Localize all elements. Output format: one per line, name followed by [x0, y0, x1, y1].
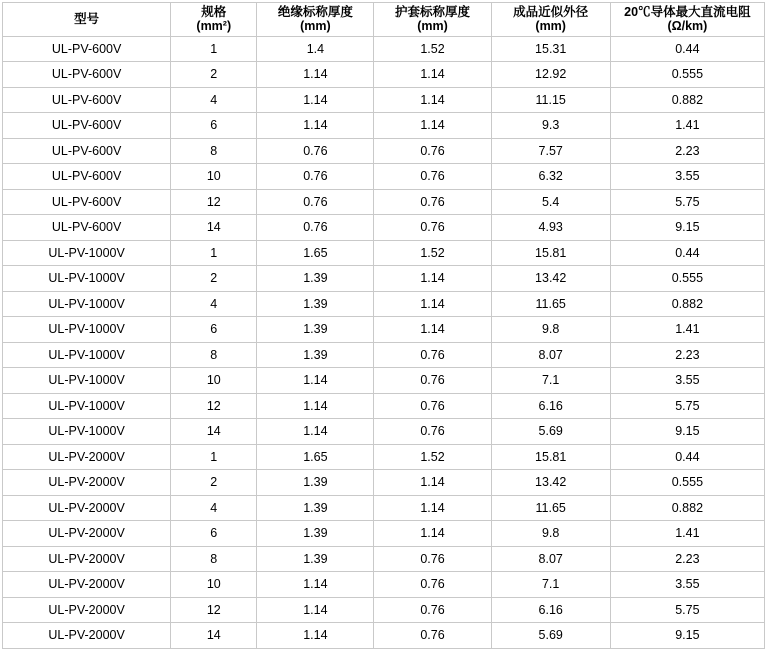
cell-insulation-thickness: 1.4	[257, 36, 374, 62]
table-row	[3, 240, 765, 266]
cell-size: 14	[171, 623, 257, 649]
table-row	[3, 444, 765, 470]
cell-insulation-thickness: 1.14	[257, 87, 374, 113]
cell-model: UL-PV-1000V	[3, 291, 171, 317]
cell-insulation-thickness: 1.39	[257, 342, 374, 368]
cell-sheath-thickness: 0.76	[374, 164, 491, 190]
cell-insulation-thickness: 1.14	[257, 113, 374, 139]
cell-sheath-thickness: 0.76	[374, 393, 491, 419]
cell-model: UL-PV-2000V	[3, 572, 171, 598]
column-header-outer-diameter-line1: 成品近似外径	[513, 5, 589, 19]
cell-dc-resistance: 0.882	[610, 495, 764, 521]
cell-model: UL-PV-600V	[3, 215, 171, 241]
cell-outer-diameter: 6.16	[491, 597, 610, 623]
column-header-size-line1: 规格	[201, 5, 227, 19]
cell-dc-resistance: 1.41	[610, 521, 764, 547]
cell-dc-resistance: 9.15	[610, 419, 764, 445]
column-header-insulation-thickness-line1: 绝缘标称厚度	[277, 5, 353, 19]
cell-dc-resistance: 0.555	[610, 62, 764, 88]
cell-insulation-thickness: 0.76	[257, 164, 374, 190]
cell-size: 8	[171, 138, 257, 164]
column-header-sheath-thickness	[374, 3, 491, 37]
cell-sheath-thickness: 0.76	[374, 189, 491, 215]
cable-specification-table	[2, 2, 765, 649]
cell-model: UL-PV-600V	[3, 36, 171, 62]
cell-outer-diameter: 13.42	[491, 266, 610, 292]
cell-outer-diameter: 8.07	[491, 546, 610, 572]
table-row	[3, 215, 765, 241]
column-header-size-line2: (mm²)	[196, 19, 232, 34]
cell-size: 6	[171, 113, 257, 139]
cell-outer-diameter: 11.65	[491, 495, 610, 521]
cell-dc-resistance: 0.44	[610, 240, 764, 266]
table-row	[3, 342, 765, 368]
cell-insulation-thickness: 0.76	[257, 138, 374, 164]
cell-insulation-thickness: 1.39	[257, 546, 374, 572]
cell-outer-diameter: 5.69	[491, 419, 610, 445]
cell-sheath-thickness: 0.76	[374, 623, 491, 649]
cell-dc-resistance: 3.55	[610, 164, 764, 190]
cell-outer-diameter: 9.8	[491, 317, 610, 343]
cell-model: UL-PV-1000V	[3, 317, 171, 343]
cell-size: 12	[171, 597, 257, 623]
cell-outer-diameter: 11.65	[491, 291, 610, 317]
table-row	[3, 113, 765, 139]
cell-size: 4	[171, 291, 257, 317]
column-header-insulation-thickness	[257, 3, 374, 37]
cell-model: UL-PV-2000V	[3, 623, 171, 649]
cell-outer-diameter: 6.32	[491, 164, 610, 190]
table-row	[3, 597, 765, 623]
cell-size: 10	[171, 572, 257, 598]
cell-insulation-thickness: 1.65	[257, 240, 374, 266]
cell-insulation-thickness: 0.76	[257, 189, 374, 215]
table-row	[3, 623, 765, 649]
cell-model: UL-PV-1000V	[3, 342, 171, 368]
cell-size: 2	[171, 62, 257, 88]
cell-outer-diameter: 5.4	[491, 189, 610, 215]
cell-size: 14	[171, 215, 257, 241]
cell-insulation-thickness: 1.39	[257, 291, 374, 317]
cell-sheath-thickness: 1.14	[374, 495, 491, 521]
cell-insulation-thickness: 1.14	[257, 597, 374, 623]
cell-outer-diameter: 6.16	[491, 393, 610, 419]
cell-sheath-thickness: 0.76	[374, 368, 491, 394]
cell-dc-resistance: 5.75	[610, 597, 764, 623]
table-row	[3, 495, 765, 521]
cell-sheath-thickness: 1.14	[374, 113, 491, 139]
cell-insulation-thickness: 1.39	[257, 495, 374, 521]
table-row	[3, 62, 765, 88]
table-row	[3, 470, 765, 496]
column-header-sheath-thickness-line1: 护套标称厚度	[395, 5, 471, 19]
cell-dc-resistance: 0.44	[610, 36, 764, 62]
cell-sheath-thickness: 1.14	[374, 521, 491, 547]
table-header-row	[3, 3, 765, 37]
cell-outer-diameter: 7.57	[491, 138, 610, 164]
cell-size: 1	[171, 36, 257, 62]
table-row	[3, 546, 765, 572]
table-header	[3, 3, 765, 37]
cell-outer-diameter: 11.15	[491, 87, 610, 113]
cell-sheath-thickness: 1.14	[374, 317, 491, 343]
cell-insulation-thickness: 1.14	[257, 62, 374, 88]
cell-sheath-thickness: 1.14	[374, 291, 491, 317]
cell-size: 8	[171, 342, 257, 368]
table-row	[3, 266, 765, 292]
cell-sheath-thickness: 1.52	[374, 444, 491, 470]
cell-sheath-thickness: 0.76	[374, 342, 491, 368]
cell-outer-diameter: 15.81	[491, 240, 610, 266]
cell-sheath-thickness: 1.14	[374, 87, 491, 113]
cell-dc-resistance: 5.75	[610, 393, 764, 419]
cell-sheath-thickness: 0.76	[374, 546, 491, 572]
cell-size: 10	[171, 368, 257, 394]
cell-model: UL-PV-2000V	[3, 495, 171, 521]
cell-outer-diameter: 4.93	[491, 215, 610, 241]
cell-dc-resistance: 2.23	[610, 342, 764, 368]
cell-outer-diameter: 8.07	[491, 342, 610, 368]
cell-dc-resistance: 0.882	[610, 291, 764, 317]
cell-sheath-thickness: 1.14	[374, 62, 491, 88]
table-row	[3, 572, 765, 598]
column-header-dc-resistance-line1: 20℃导体最大直流电阻	[624, 5, 751, 19]
cell-outer-diameter: 5.69	[491, 623, 610, 649]
cell-size: 12	[171, 393, 257, 419]
table-row	[3, 317, 765, 343]
cell-dc-resistance: 2.23	[610, 546, 764, 572]
cell-sheath-thickness: 0.76	[374, 419, 491, 445]
cell-model: UL-PV-600V	[3, 62, 171, 88]
cell-size: 6	[171, 521, 257, 547]
table-row	[3, 393, 765, 419]
cell-dc-resistance: 0.555	[610, 470, 764, 496]
cell-dc-resistance: 2.23	[610, 138, 764, 164]
column-header-insulation-thickness-line2: (mm)	[300, 19, 331, 34]
table-row	[3, 419, 765, 445]
cell-model: UL-PV-600V	[3, 164, 171, 190]
cell-dc-resistance: 1.41	[610, 113, 764, 139]
table-row	[3, 291, 765, 317]
cell-dc-resistance: 3.55	[610, 368, 764, 394]
cell-insulation-thickness: 1.39	[257, 470, 374, 496]
cell-sheath-thickness: 1.14	[374, 470, 491, 496]
table-row	[3, 189, 765, 215]
cell-insulation-thickness: 1.39	[257, 266, 374, 292]
table-row	[3, 368, 765, 394]
cell-insulation-thickness: 1.39	[257, 317, 374, 343]
cell-model: UL-PV-1000V	[3, 240, 171, 266]
cell-insulation-thickness: 0.76	[257, 215, 374, 241]
cell-dc-resistance: 0.882	[610, 87, 764, 113]
cell-model: UL-PV-600V	[3, 138, 171, 164]
cell-outer-diameter: 7.1	[491, 368, 610, 394]
column-header-model-line1: 型号	[74, 12, 100, 27]
cell-outer-diameter: 12.92	[491, 62, 610, 88]
cell-outer-diameter: 15.81	[491, 444, 610, 470]
cell-size: 14	[171, 419, 257, 445]
cell-model: UL-PV-600V	[3, 87, 171, 113]
column-header-size	[171, 3, 257, 37]
column-header-outer-diameter-line2: (mm)	[535, 19, 566, 34]
cell-model: UL-PV-2000V	[3, 470, 171, 496]
cell-sheath-thickness: 0.76	[374, 138, 491, 164]
table-row	[3, 521, 765, 547]
cell-model: UL-PV-2000V	[3, 521, 171, 547]
cell-size: 4	[171, 87, 257, 113]
cell-outer-diameter: 9.8	[491, 521, 610, 547]
cell-dc-resistance: 3.55	[610, 572, 764, 598]
cell-size: 2	[171, 266, 257, 292]
cell-insulation-thickness: 1.14	[257, 368, 374, 394]
cell-dc-resistance: 0.555	[610, 266, 764, 292]
cell-outer-diameter: 9.3	[491, 113, 610, 139]
cell-insulation-thickness: 1.14	[257, 419, 374, 445]
cell-size: 4	[171, 495, 257, 521]
cell-size: 12	[171, 189, 257, 215]
cell-outer-diameter: 7.1	[491, 572, 610, 598]
cell-sheath-thickness: 0.76	[374, 215, 491, 241]
cell-dc-resistance: 1.41	[610, 317, 764, 343]
cell-model: UL-PV-1000V	[3, 368, 171, 394]
table-body	[3, 36, 765, 648]
cell-model: UL-PV-1000V	[3, 419, 171, 445]
cell-outer-diameter: 13.42	[491, 470, 610, 496]
column-header-outer-diameter	[491, 3, 610, 37]
cell-sheath-thickness: 1.52	[374, 36, 491, 62]
table-row	[3, 138, 765, 164]
table-row	[3, 164, 765, 190]
cell-size: 1	[171, 240, 257, 266]
cell-size: 2	[171, 470, 257, 496]
cell-dc-resistance: 9.15	[610, 215, 764, 241]
cell-insulation-thickness: 1.65	[257, 444, 374, 470]
cell-insulation-thickness: 1.14	[257, 393, 374, 419]
cell-sheath-thickness: 1.14	[374, 266, 491, 292]
cell-model: UL-PV-1000V	[3, 266, 171, 292]
cell-model: UL-PV-2000V	[3, 597, 171, 623]
cell-outer-diameter: 15.31	[491, 36, 610, 62]
cell-sheath-thickness: 0.76	[374, 572, 491, 598]
column-header-sheath-thickness-line2: (mm)	[417, 19, 448, 34]
cell-dc-resistance: 9.15	[610, 623, 764, 649]
cell-insulation-thickness: 1.39	[257, 521, 374, 547]
cell-size: 8	[171, 546, 257, 572]
cell-model: UL-PV-2000V	[3, 444, 171, 470]
table-row	[3, 87, 765, 113]
column-header-dc-resistance	[610, 3, 764, 37]
cell-size: 10	[171, 164, 257, 190]
cell-dc-resistance: 5.75	[610, 189, 764, 215]
column-header-dc-resistance-line2: (Ω/km)	[667, 19, 708, 34]
table-row	[3, 36, 765, 62]
cell-insulation-thickness: 1.14	[257, 572, 374, 598]
cell-insulation-thickness: 1.14	[257, 623, 374, 649]
cell-size: 6	[171, 317, 257, 343]
cell-model: UL-PV-2000V	[3, 546, 171, 572]
cell-dc-resistance: 0.44	[610, 444, 764, 470]
cell-model: UL-PV-1000V	[3, 393, 171, 419]
column-header-model	[3, 3, 171, 37]
cell-sheath-thickness: 1.52	[374, 240, 491, 266]
cell-sheath-thickness: 0.76	[374, 597, 491, 623]
cell-model: UL-PV-600V	[3, 189, 171, 215]
cell-model: UL-PV-600V	[3, 113, 171, 139]
cell-size: 1	[171, 444, 257, 470]
